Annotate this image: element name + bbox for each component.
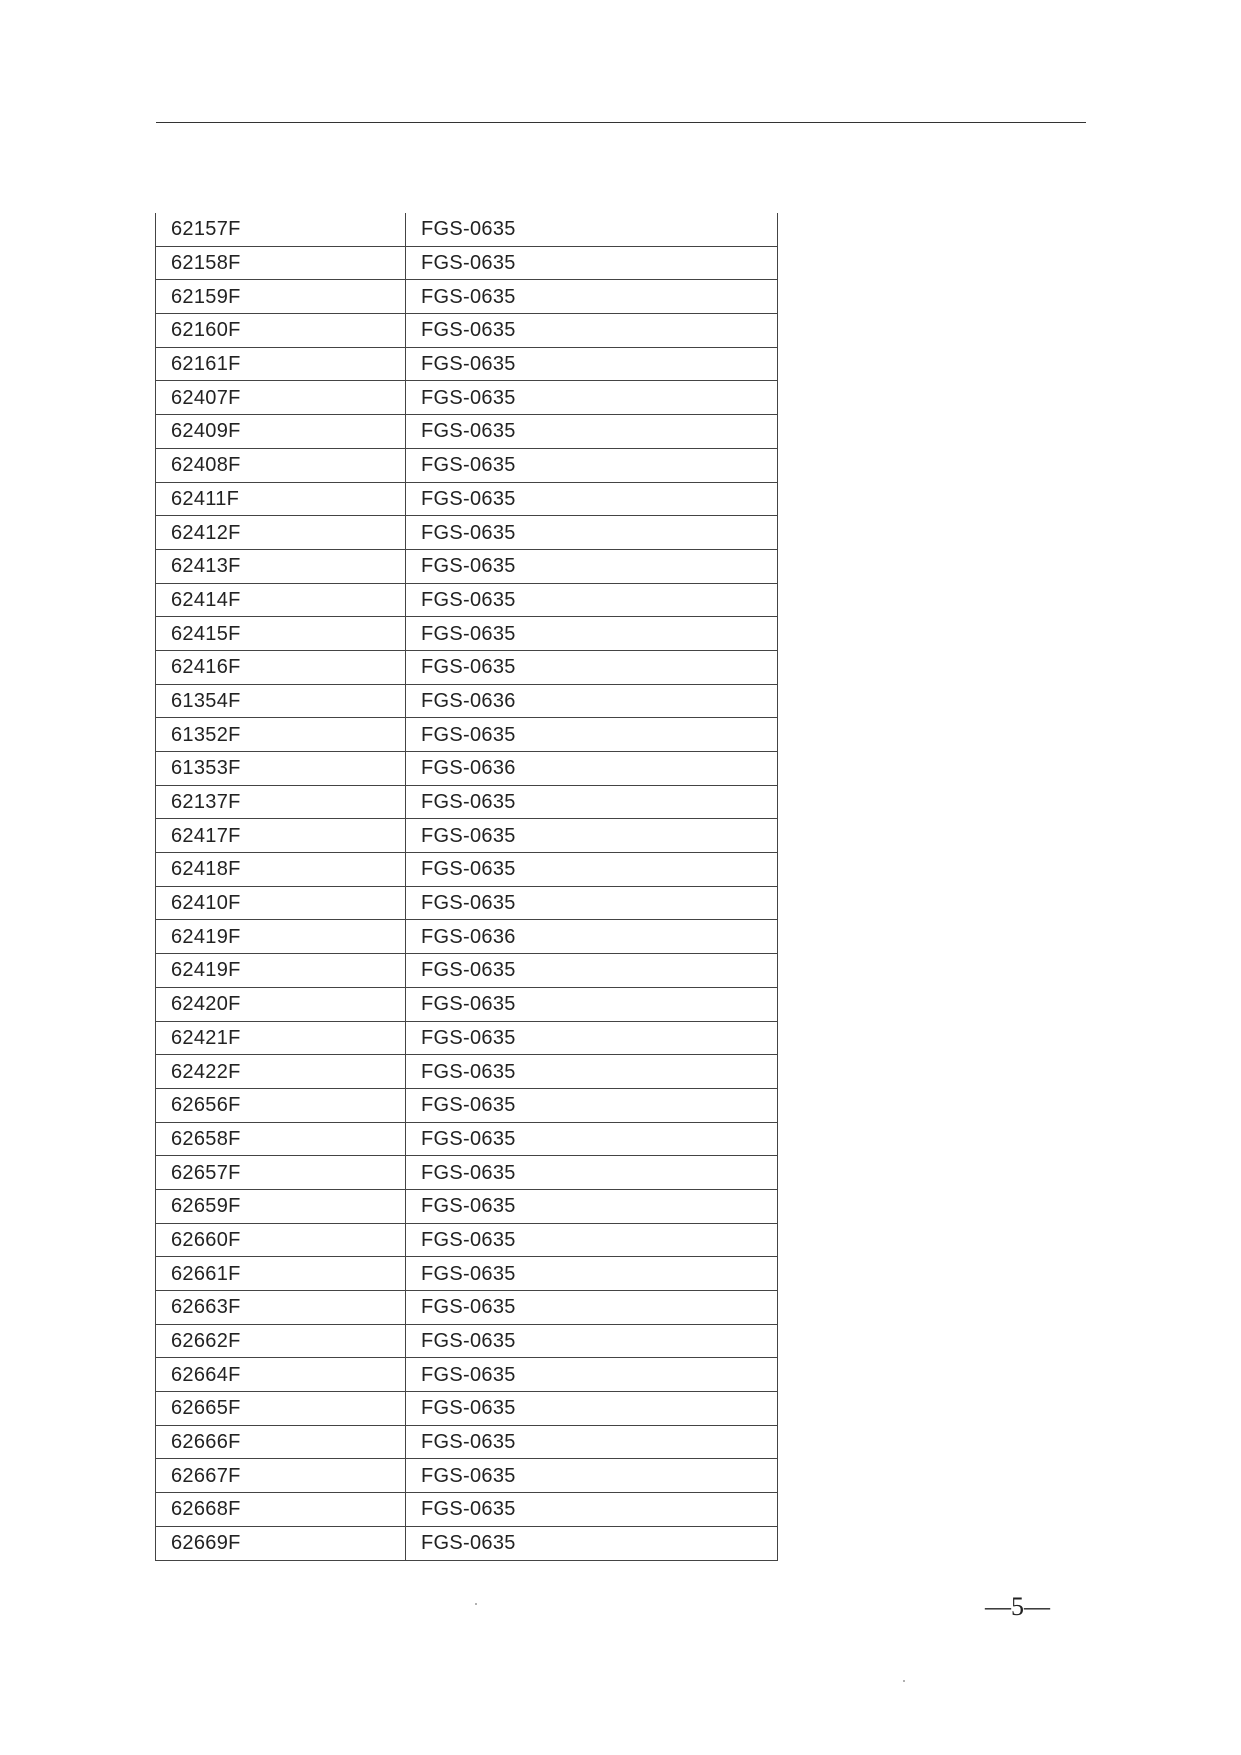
table-row <box>156 280 778 314</box>
code-cell: 62657F <box>156 1156 406 1190</box>
code-cell: 62420F <box>156 987 406 1021</box>
code-cell: 62662F <box>156 1324 406 1358</box>
code-cell: 62411F <box>156 482 406 516</box>
code-cell: 62416F <box>156 650 406 684</box>
table-row <box>156 1526 778 1560</box>
table-row <box>156 1392 778 1426</box>
ref-cell: FGS-0635 <box>406 213 778 246</box>
ref-cell: FGS-0635 <box>406 1122 778 1156</box>
page-number: —5— <box>985 1592 1050 1621</box>
table-row <box>156 752 778 786</box>
table-row <box>156 617 778 651</box>
code-cell: 62161F <box>156 347 406 381</box>
table-row <box>156 1055 778 1089</box>
ref-cell: FGS-0635 <box>406 1324 778 1358</box>
ref-cell: FGS-0635 <box>406 549 778 583</box>
code-cell: 62157F <box>156 213 406 246</box>
ref-cell: FGS-0635 <box>406 617 778 651</box>
table-row <box>156 987 778 1021</box>
code-cell: 62668F <box>156 1493 406 1527</box>
ref-cell: FGS-0635 <box>406 1156 778 1190</box>
ref-cell: FGS-0635 <box>406 1088 778 1122</box>
code-cell: 62418F <box>156 853 406 887</box>
ref-cell: FGS-0635 <box>406 246 778 280</box>
code-cell: 62421F <box>156 1021 406 1055</box>
code-cell: 62665F <box>156 1392 406 1426</box>
ref-cell: FGS-0635 <box>406 1526 778 1560</box>
code-cell: 61354F <box>156 684 406 718</box>
table-row <box>156 314 778 348</box>
ref-cell: FGS-0635 <box>406 886 778 920</box>
code-cell: 62669F <box>156 1526 406 1560</box>
ref-cell: FGS-0635 <box>406 1055 778 1089</box>
code-cell: 62422F <box>156 1055 406 1089</box>
table-row <box>156 1088 778 1122</box>
code-cell: 62417F <box>156 819 406 853</box>
data-table <box>155 213 778 1561</box>
table-row <box>156 381 778 415</box>
table-row <box>156 785 778 819</box>
table-row <box>156 1021 778 1055</box>
table-row <box>156 684 778 718</box>
code-cell: 62659F <box>156 1189 406 1223</box>
table-row <box>156 1257 778 1291</box>
code-cell: 62408F <box>156 448 406 482</box>
code-cell: 62414F <box>156 583 406 617</box>
ref-cell: FGS-0635 <box>406 1291 778 1325</box>
ref-cell: FGS-0635 <box>406 280 778 314</box>
ref-cell: FGS-0635 <box>406 448 778 482</box>
ref-cell: FGS-0635 <box>406 1021 778 1055</box>
ref-cell: FGS-0635 <box>406 1425 778 1459</box>
table-row <box>156 920 778 954</box>
table-row <box>156 1459 778 1493</box>
scan-speck <box>475 1603 477 1605</box>
ref-cell: FGS-0635 <box>406 583 778 617</box>
table-row <box>156 1223 778 1257</box>
ref-cell: FGS-0635 <box>406 650 778 684</box>
table-row <box>156 954 778 988</box>
table-row <box>156 213 778 246</box>
ref-cell: FGS-0635 <box>406 347 778 381</box>
ref-cell: FGS-0635 <box>406 1493 778 1527</box>
ref-cell: FGS-0635 <box>406 1223 778 1257</box>
code-cell: 62415F <box>156 617 406 651</box>
code-cell: 61353F <box>156 752 406 786</box>
code-cell: 62664F <box>156 1358 406 1392</box>
scan-speck <box>903 1680 905 1682</box>
ref-cell: FGS-0635 <box>406 1358 778 1392</box>
ref-cell: FGS-0635 <box>406 482 778 516</box>
ref-cell: FGS-0636 <box>406 684 778 718</box>
code-cell: 62658F <box>156 1122 406 1156</box>
table-row <box>156 549 778 583</box>
ref-cell: FGS-0635 <box>406 819 778 853</box>
table-row <box>156 1291 778 1325</box>
ref-cell: FGS-0635 <box>406 954 778 988</box>
table-row <box>156 718 778 752</box>
code-cell: 62666F <box>156 1425 406 1459</box>
code-cell: 62407F <box>156 381 406 415</box>
code-cell: 61352F <box>156 718 406 752</box>
code-cell: 62419F <box>156 920 406 954</box>
table-row <box>156 853 778 887</box>
code-cell: 62412F <box>156 516 406 550</box>
code-cell: 62656F <box>156 1088 406 1122</box>
table-row <box>156 516 778 550</box>
table-row <box>156 819 778 853</box>
ref-cell: FGS-0635 <box>406 785 778 819</box>
code-cell: 62159F <box>156 280 406 314</box>
table-body <box>156 213 778 1560</box>
header-rule <box>156 122 1086 123</box>
table-row <box>156 1189 778 1223</box>
table-row <box>156 583 778 617</box>
table-row <box>156 1324 778 1358</box>
ref-cell: FGS-0635 <box>406 516 778 550</box>
code-cell: 62410F <box>156 886 406 920</box>
ref-cell: FGS-0636 <box>406 752 778 786</box>
ref-cell: FGS-0635 <box>406 381 778 415</box>
table-row <box>156 415 778 449</box>
table-row <box>156 482 778 516</box>
ref-cell: FGS-0635 <box>406 415 778 449</box>
ref-cell: FGS-0635 <box>406 314 778 348</box>
table-row <box>156 1122 778 1156</box>
table-row <box>156 448 778 482</box>
ref-cell: FGS-0635 <box>406 718 778 752</box>
code-cell: 62419F <box>156 954 406 988</box>
table-row <box>156 1358 778 1392</box>
table-row <box>156 886 778 920</box>
table-row <box>156 246 778 280</box>
ref-cell: FGS-0636 <box>406 920 778 954</box>
code-cell: 62160F <box>156 314 406 348</box>
code-cell: 62413F <box>156 549 406 583</box>
code-cell: 62137F <box>156 785 406 819</box>
code-cell: 62660F <box>156 1223 406 1257</box>
table-row <box>156 650 778 684</box>
ref-cell: FGS-0635 <box>406 1257 778 1291</box>
code-cell: 62158F <box>156 246 406 280</box>
table-row <box>156 1156 778 1190</box>
ref-cell: FGS-0635 <box>406 1189 778 1223</box>
table-row <box>156 1493 778 1527</box>
ref-cell: FGS-0635 <box>406 1392 778 1426</box>
code-cell: 62409F <box>156 415 406 449</box>
ref-cell: FGS-0635 <box>406 853 778 887</box>
code-cell: 62663F <box>156 1291 406 1325</box>
table-row <box>156 347 778 381</box>
ref-cell: FGS-0635 <box>406 1459 778 1493</box>
table-row <box>156 1425 778 1459</box>
ref-cell: FGS-0635 <box>406 987 778 1021</box>
code-cell: 62661F <box>156 1257 406 1291</box>
code-cell: 62667F <box>156 1459 406 1493</box>
